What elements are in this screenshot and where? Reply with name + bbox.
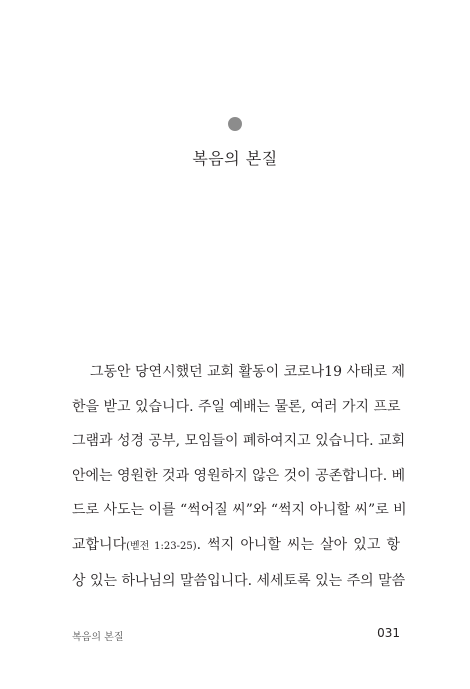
body-text: [72, 355, 407, 599]
paragraph-line-4: 안에는 영원한 것과 영원하지 않은 것이 공존합니다. 베: [72, 467, 406, 484]
paragraph-line-6: [72, 528, 400, 565]
bible-citation: (벧전 1:23-25): [126, 540, 197, 552]
chapter-dot-ornament: [228, 117, 242, 131]
page-number: 031: [377, 626, 400, 640]
paragraph-line-5: 드로 사도는 이를 “썩어질 씨”와 “썩지 아니할 씨”로 비: [72, 502, 407, 518]
running-title: 복음의 본질: [72, 632, 124, 643]
paragraph-line-2: 한을 받고 있습니다. 주일 예배는 물론, 여러 가지 프로: [72, 398, 401, 415]
paragraph-line-7: 상 있는 하나님의 말씀입니다. 세세토록 있는 주의 말씀: [72, 573, 406, 589]
line-6-end: . 썩지 아니할 씨는 살아 있고 항: [196, 536, 400, 553]
line-6-start: 교합니다: [72, 536, 127, 553]
paragraph-line-1: 그동안 당연시했던 교회 활동이 코로나19 사태로 제: [90, 364, 405, 380]
paragraph-line-3: 그램과 성경 공부, 모임들이 폐하여지고 있습니다. 교회: [72, 433, 406, 449]
chapter-title: 복음의 본질: [192, 149, 278, 168]
